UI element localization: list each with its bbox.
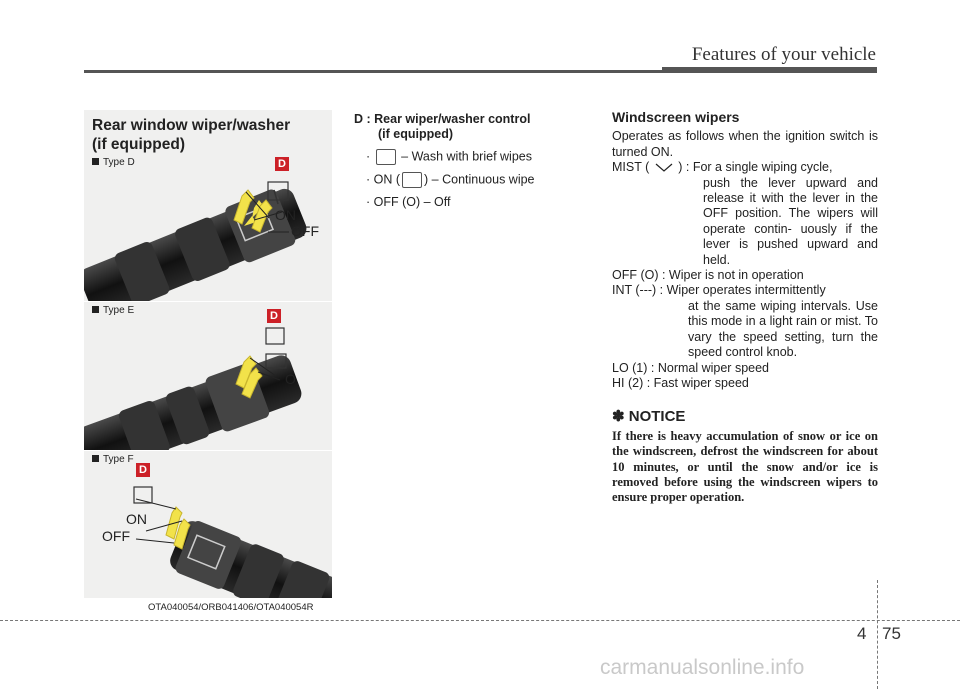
- page-number: 75: [882, 624, 901, 643]
- mist-line: MIST ( ) : For a single wiping cycle,: [612, 160, 833, 175]
- list-item-wash: · – Wash with brief wipes: [366, 149, 532, 164]
- windscreen-wipers-section: [612, 110, 878, 506]
- badge-d: D: [136, 463, 150, 477]
- figure-panel-type-e: [84, 302, 332, 450]
- figure-panel-type-d: [84, 110, 332, 301]
- bullet-square-icon: [92, 455, 99, 462]
- label-off: OFF: [102, 528, 130, 544]
- rear-wiper-icon: [402, 172, 422, 188]
- washer-icon: [376, 149, 396, 165]
- int-description: at the same wiping intervals. Use this mode in a light rain or mist. To vary the speed setting, turn the speed control knob.: [688, 298, 878, 360]
- header-title: Features of your vehicle: [691, 44, 876, 65]
- crop-mark-vertical: [877, 580, 879, 689]
- header-rule: [84, 70, 877, 73]
- label-on: ON: [275, 207, 296, 223]
- section-title: Rear window wiper/washer (if equipped): [92, 117, 291, 153]
- mist-description: push the lever upward and release it with the lever in the OFF position. The wipers will operate contin- uously if the lever is pushed upward and held.: [703, 175, 878, 267]
- int-line: INT (---) : Wiper operates intermittently: [612, 283, 826, 298]
- control-title: D : Rear wiper/washer control: [354, 112, 531, 126]
- stalk-illustration-type-f: [84, 451, 332, 598]
- figure-caption: OTA040054/ORB041406/OTA040054R: [148, 602, 314, 613]
- control-subtitle: (if equipped): [378, 127, 453, 141]
- badge-d: D: [275, 157, 289, 171]
- type-e-label: Type E: [92, 305, 134, 316]
- badge-d: D: [267, 309, 281, 323]
- hi-line: HI (2) : Fast wiper speed: [612, 375, 749, 390]
- bullet-square-icon: [92, 306, 99, 313]
- section-heading: Windscreen wipers: [612, 109, 740, 125]
- list-item-on: · ON ( ) – Continuous wipe: [366, 172, 535, 187]
- off-line: OFF (O) : Wiper is not in operation: [612, 268, 804, 283]
- rear-wiper-control-description: [354, 112, 564, 210]
- bullet-square-icon: [92, 158, 99, 165]
- watermark: carmanualsonline.info: [600, 656, 805, 679]
- notice-heading: ✽ NOTICE: [612, 408, 686, 426]
- label-on: ON: [126, 511, 147, 527]
- intro-text: Operates as follows when the ignition switch is turned ON.: [612, 129, 878, 159]
- label-o: O: [285, 371, 296, 387]
- type-f-label: Type F: [92, 454, 134, 465]
- type-d-label: Type D: [92, 157, 135, 168]
- notice-body: If there is heavy accumulation of snow or ice on the windscreen, defrost the windscreen for about 10 minutes, or until the snow and/or ice is removed before using the windscreen wipers to ensure proper operation.: [612, 428, 878, 505]
- lo-line: LO (1) : Normal wiper speed: [612, 360, 770, 375]
- label-off: OFF: [291, 223, 319, 239]
- crop-mark-horizontal: [0, 620, 960, 622]
- chapter-number: 4: [857, 624, 867, 643]
- figure-panel-type-f: [84, 451, 332, 598]
- list-item-off: · OFF (O) – Off: [366, 195, 451, 209]
- mist-chevron-icon: [653, 162, 675, 173]
